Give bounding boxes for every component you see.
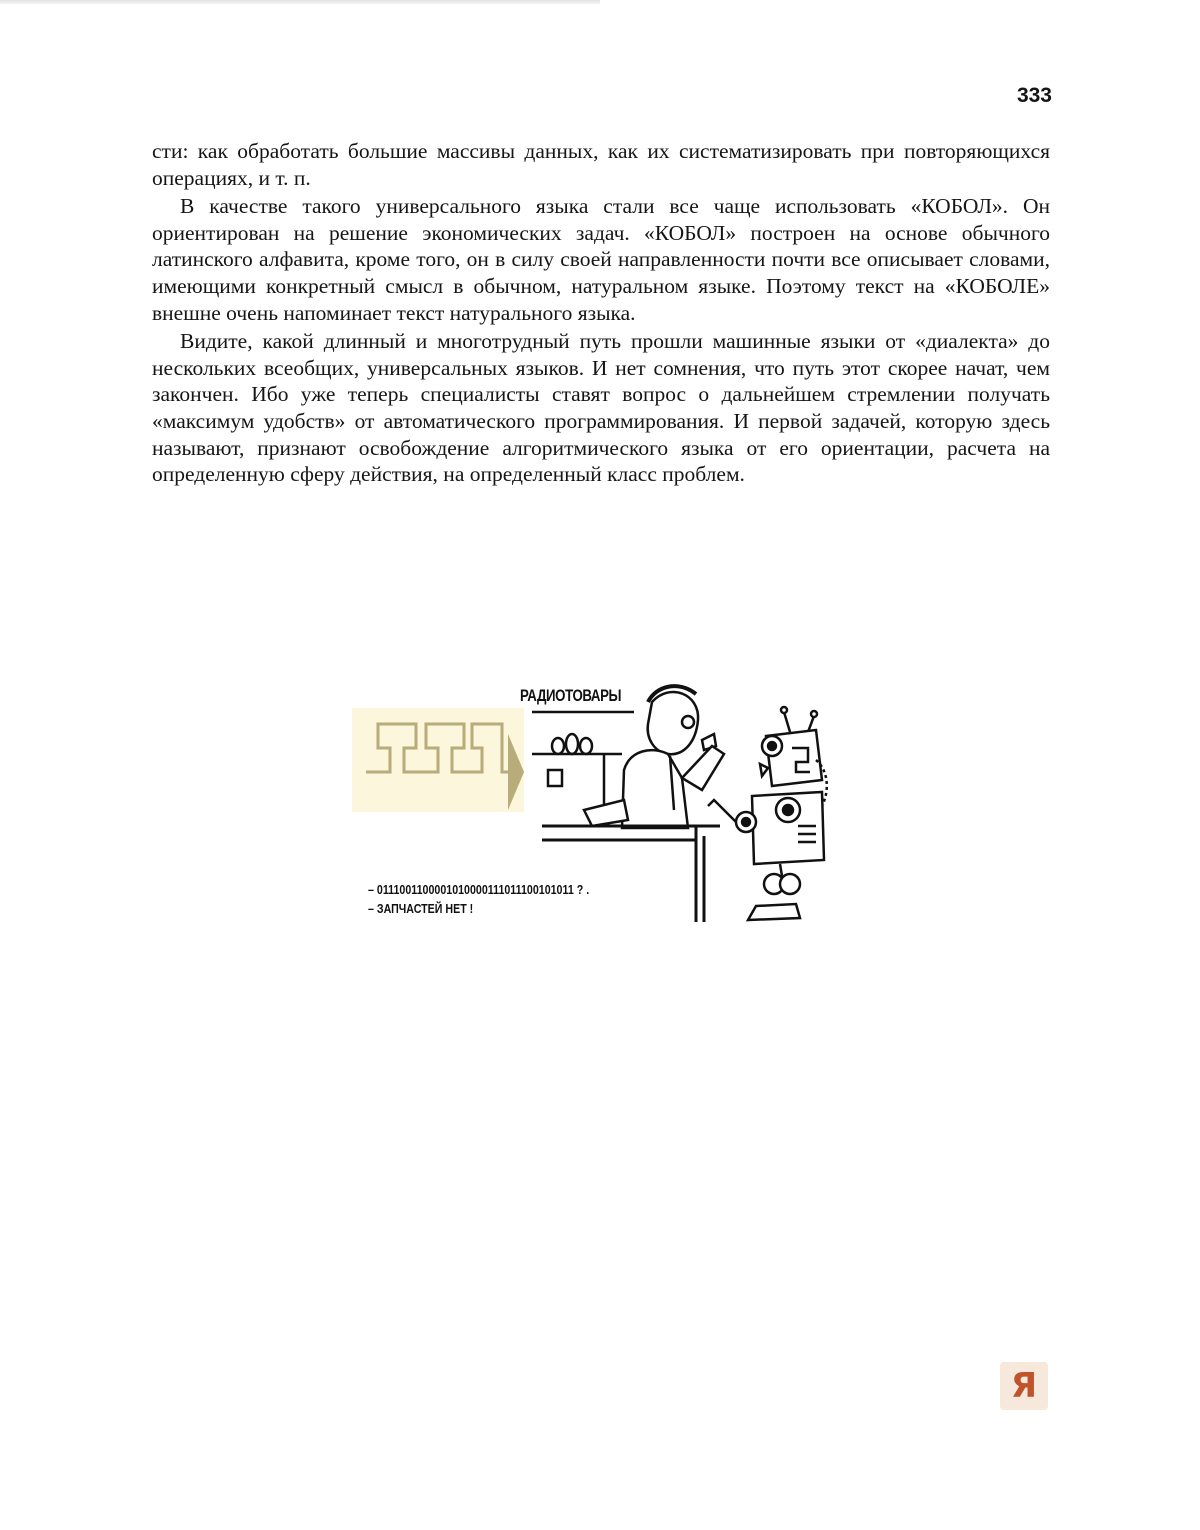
body-text	[152, 138, 1050, 490]
paragraph-3: Видите, какой длинный и многотрудный путь прошли машинные языки от «диалекта» до нескольких всеобщих, универсальных языков. И нет сомнения, что путь этот скорее начат, чем закончен. Ибо уже теперь специалисты ставят вопрос о дальнейшем стремлении получать «максимум удобств» от автоматического программирования. И первой задачей, которую здесь называют, признают освобождение алгоритмического языка от его ориентации, расчета на определенную сферу действия, на определенный класс проблем.	[152, 329, 1050, 487]
robot-figure	[708, 707, 827, 920]
watermark-logo-icon: Я	[1000, 1362, 1048, 1410]
top-edge-strip	[0, 0, 600, 4]
page-number: 333	[1016, 84, 1052, 107]
cartoon-dialog	[368, 880, 638, 918]
paragraph-2: В качестве такого универсального языка стали все чаще использовать «КОБОЛ». Он ориентирован на решение экономических задач. «КОБОЛ» построен на основе обычного латинского алфавита, кроме того, он в силу своей направленности почти все описывает словами, имеющими конкретный смысл в обычном, натуральном языке. Поэтому текст на «КОБОЛЕ» внешне очень напоминает текст натурального языка.	[152, 194, 1050, 325]
shop-sign: РАДИОТОВАРЫ	[520, 686, 622, 705]
paragraph-1: сти: как обработать большие массивы данных, как их систематизировать при повторяющихся операциях, и т. п.	[152, 139, 1050, 190]
dialog-line-binary: – 0111001100001010000111011100101011 ? .	[368, 882, 590, 897]
cartoon-illustration	[352, 650, 832, 930]
dialog-line-reply: – ЗАПЧАСТЕЙ НЕТ !	[368, 901, 474, 916]
